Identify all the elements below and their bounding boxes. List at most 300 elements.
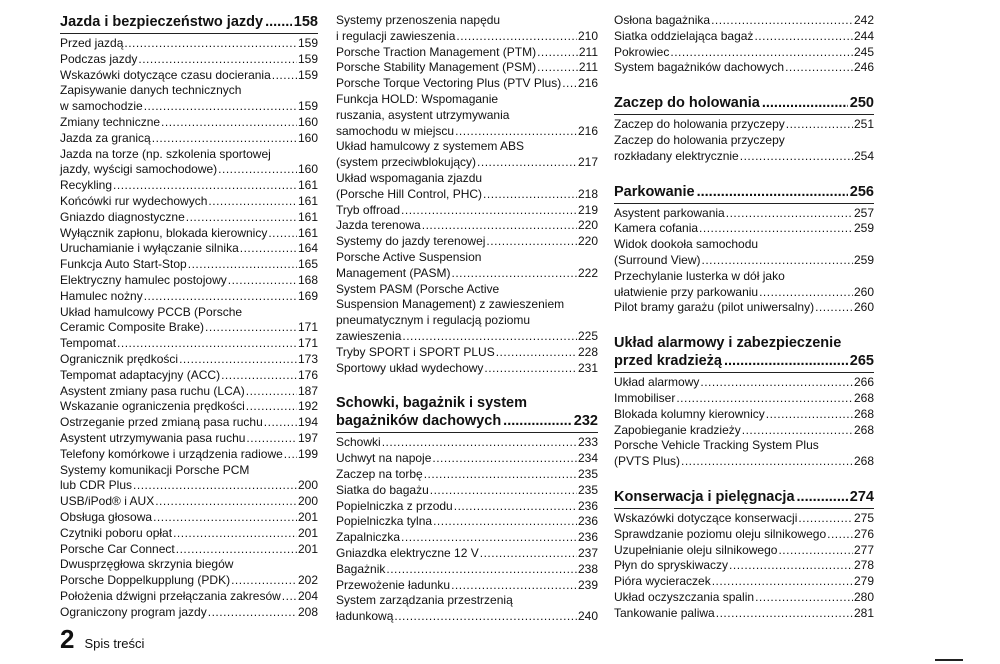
dot-leader bbox=[759, 285, 853, 301]
entry-page-number: 268 bbox=[853, 454, 874, 469]
entry-row bbox=[336, 76, 598, 92]
entry-row bbox=[336, 45, 598, 61]
section-title-row bbox=[60, 13, 318, 31]
entry-title: Funkcja Auto Start-Stop bbox=[60, 257, 187, 272]
dot-leader bbox=[218, 162, 297, 178]
entry-title-line: (system przeciwblokujący) bbox=[336, 155, 477, 170]
toc-entry[interactable] bbox=[336, 13, 598, 45]
entry-row bbox=[60, 36, 318, 52]
entry-page-number: 251 bbox=[853, 117, 874, 132]
toc-entry[interactable] bbox=[60, 52, 318, 68]
dot-leader bbox=[670, 45, 853, 61]
entry-row bbox=[336, 124, 598, 140]
toc-entry[interactable] bbox=[336, 60, 598, 76]
entry-row bbox=[614, 391, 874, 407]
entry-page-number: 199 bbox=[297, 446, 318, 461]
entry-title-line: i regulacji zawieszenia bbox=[336, 28, 456, 43]
toc-entry[interactable] bbox=[60, 147, 318, 179]
entry-row bbox=[60, 336, 318, 352]
entry-page-number: 201 bbox=[297, 525, 318, 540]
entry-page-number: 277 bbox=[853, 542, 874, 557]
dot-leader bbox=[173, 526, 297, 542]
dot-leader bbox=[486, 234, 577, 250]
entry-page-number: 173 bbox=[297, 351, 318, 366]
toc-section-heading[interactable] bbox=[614, 334, 874, 373]
entry-row bbox=[614, 454, 874, 470]
entry-title: Wskazanie ograniczenia prędkości bbox=[60, 399, 245, 414]
dot-leader bbox=[152, 131, 297, 147]
entry-title-line: (Porsche Hill Control, PHC) bbox=[336, 186, 483, 201]
entry-title-line: Management (PASM) bbox=[336, 265, 451, 280]
entry-title: Porsche Stability Management (PSM) bbox=[336, 60, 537, 75]
toc-entry[interactable] bbox=[336, 361, 598, 377]
toc-entry[interactable] bbox=[60, 431, 318, 447]
toc-entry[interactable] bbox=[60, 510, 318, 526]
dot-leader bbox=[726, 206, 853, 222]
entry-page-number: 201 bbox=[297, 509, 318, 524]
entry-page-number: 254 bbox=[853, 148, 874, 163]
toc-entry[interactable] bbox=[60, 226, 318, 242]
toc-entry[interactable] bbox=[336, 234, 598, 250]
entry-page-number: 169 bbox=[297, 288, 318, 303]
dot-leader bbox=[282, 589, 297, 605]
entry-title: System bagażników dachowych bbox=[614, 60, 785, 75]
entry-page-number: 244 bbox=[853, 28, 874, 43]
toc-entry[interactable] bbox=[614, 558, 874, 574]
toc-entry[interactable] bbox=[60, 368, 318, 384]
entry-page-number: 260 bbox=[853, 284, 874, 299]
entry-title: Zmiany techniczne bbox=[60, 114, 161, 129]
entry-title: Jazda na torze (np. szkolenia sportowej bbox=[60, 146, 271, 161]
entry-row bbox=[60, 494, 318, 510]
dot-leader bbox=[272, 68, 297, 84]
dot-leader bbox=[483, 187, 577, 203]
entry-title: Popielniczka tylna bbox=[336, 514, 433, 529]
toc-entry[interactable] bbox=[60, 589, 318, 605]
entry-row bbox=[60, 526, 318, 542]
toc-entry[interactable] bbox=[336, 203, 598, 219]
entry-row bbox=[336, 467, 598, 483]
entry-title: Porsche Vehicle Tracking System Plus bbox=[614, 438, 819, 453]
entry-row bbox=[614, 285, 874, 301]
entry-page-number: 259 bbox=[853, 252, 874, 267]
toc-entry[interactable] bbox=[336, 546, 598, 562]
toc-entry[interactable] bbox=[336, 92, 598, 139]
toc-entry[interactable] bbox=[336, 435, 598, 451]
toc-entry[interactable] bbox=[336, 483, 598, 499]
toc-entry[interactable] bbox=[614, 590, 874, 606]
dot-leader bbox=[503, 412, 572, 430]
dot-leader bbox=[179, 352, 297, 368]
section-spacer bbox=[614, 316, 874, 334]
entry-row bbox=[60, 210, 318, 226]
entry-page-number: 200 bbox=[297, 494, 318, 509]
entry-title: Asystent utrzymywania pasa ruchu bbox=[60, 430, 246, 445]
toc-column-3 bbox=[614, 13, 874, 622]
entry-row bbox=[336, 578, 598, 594]
entry-title-line: rozkładany elektrycznie bbox=[614, 148, 739, 163]
entry-title: Immobiliser bbox=[614, 390, 676, 405]
toc-entry[interactable] bbox=[614, 300, 874, 316]
entry-row bbox=[336, 546, 598, 562]
entry-row bbox=[60, 352, 318, 368]
entry-row bbox=[614, 300, 874, 316]
toc-entry[interactable] bbox=[60, 384, 318, 400]
toc-section-heading[interactable] bbox=[60, 13, 318, 34]
entry-title: Asystent parkowania bbox=[614, 205, 725, 220]
entry-title: Asystent zmiany pasa ruchu (LCA) bbox=[60, 383, 245, 398]
toc-entry[interactable] bbox=[60, 526, 318, 542]
entry-page-number: 268 bbox=[853, 390, 874, 405]
entry-page-number: 161 bbox=[297, 225, 318, 240]
dot-leader bbox=[742, 423, 853, 439]
entry-title: Tryb offroad bbox=[336, 202, 401, 217]
entry-page-number: 220 bbox=[577, 234, 598, 249]
dot-leader bbox=[422, 218, 577, 234]
toc-entry[interactable] bbox=[614, 438, 874, 470]
dot-leader bbox=[246, 431, 297, 447]
entry-title: Osłona bagażnika bbox=[614, 13, 711, 27]
dot-leader bbox=[681, 454, 853, 470]
entry-title: Systemy przenoszenia napędu bbox=[336, 13, 501, 27]
entry-row bbox=[614, 45, 874, 61]
entry-page-number: 159 bbox=[297, 67, 318, 82]
toc-entry[interactable] bbox=[60, 83, 318, 115]
entry-page-number: 160 bbox=[297, 114, 318, 129]
toc-entry[interactable] bbox=[336, 171, 598, 203]
entry-page-number: 268 bbox=[853, 422, 874, 437]
entry-title-line: ułatwienie przy parkowaniu bbox=[614, 284, 759, 299]
entry-page-number: 257 bbox=[853, 205, 874, 220]
dot-leader bbox=[246, 384, 297, 400]
entry-title: Uzupełnianie oleju silnikowego bbox=[614, 542, 778, 557]
entry-title: Końcówki rur wydechowych bbox=[60, 193, 208, 208]
entry-title: Siatka oddzielająca bagaż bbox=[614, 28, 754, 43]
dot-leader bbox=[712, 574, 853, 590]
entry-row bbox=[60, 431, 318, 447]
entry-row bbox=[60, 589, 318, 605]
dot-leader bbox=[208, 605, 297, 621]
entry-page-number: 228 bbox=[577, 344, 598, 359]
page-number: 2 bbox=[60, 624, 75, 654]
toc-entry[interactable] bbox=[336, 345, 598, 361]
entry-title: Przechylanie lusterka w dół jako bbox=[614, 268, 785, 283]
toc-column-1 bbox=[60, 13, 318, 620]
entry-page-number: 233 bbox=[577, 435, 598, 450]
toc-section-heading[interactable] bbox=[614, 488, 874, 509]
dot-leader bbox=[155, 494, 297, 510]
dot-leader bbox=[798, 511, 853, 527]
toc-entry[interactable] bbox=[60, 542, 318, 558]
dot-leader bbox=[716, 606, 853, 622]
toc-entry[interactable] bbox=[336, 282, 598, 345]
entry-page-number: 217 bbox=[577, 155, 598, 170]
entry-title: Systemy do jazdy terenowej bbox=[336, 234, 486, 249]
entry-page-number: 194 bbox=[297, 415, 318, 430]
toc-entry[interactable] bbox=[336, 530, 598, 546]
entry-title-line: Porsche Doppelkupplung (PDK) bbox=[60, 573, 231, 588]
toc-entry[interactable] bbox=[60, 447, 318, 463]
dot-leader bbox=[176, 542, 297, 558]
entry-title: Jazda terenowa bbox=[336, 218, 421, 233]
entry-row bbox=[60, 399, 318, 415]
entry-row bbox=[336, 266, 598, 282]
section-title: bagażników dachowych bbox=[336, 413, 502, 430]
entry-row bbox=[60, 478, 318, 494]
entry-row bbox=[60, 194, 318, 210]
entry-page-number: 218 bbox=[577, 186, 598, 201]
toc-entry[interactable] bbox=[60, 305, 318, 337]
entry-page-number: 266 bbox=[853, 375, 874, 390]
entry-page-number: 275 bbox=[853, 510, 874, 525]
entry-title: Płyn do spryskiwaczy bbox=[614, 558, 729, 573]
toc-entry[interactable] bbox=[336, 250, 598, 282]
entry-row bbox=[614, 221, 874, 237]
toc-entry[interactable] bbox=[614, 407, 874, 423]
entry-row bbox=[60, 320, 318, 336]
entry-row bbox=[336, 514, 598, 530]
section-rule bbox=[614, 112, 874, 115]
section-title-row bbox=[614, 488, 874, 506]
toc-entry[interactable] bbox=[60, 131, 318, 147]
toc-entry[interactable] bbox=[60, 194, 318, 210]
entry-row bbox=[336, 329, 598, 345]
entry-page-number: 259 bbox=[853, 221, 874, 236]
section-title-row bbox=[614, 94, 874, 112]
entry-row bbox=[60, 99, 318, 115]
dot-leader bbox=[432, 451, 577, 467]
toc-entry[interactable] bbox=[60, 494, 318, 510]
dot-leader bbox=[451, 578, 577, 594]
toc-entry[interactable] bbox=[60, 210, 318, 226]
entry-page-number: 161 bbox=[297, 178, 318, 193]
toc-section-heading[interactable] bbox=[614, 183, 874, 204]
dot-leader bbox=[496, 345, 577, 361]
toc-entry[interactable] bbox=[60, 273, 318, 289]
page-footer bbox=[60, 624, 144, 655]
toc-entry[interactable] bbox=[336, 76, 598, 92]
entry-page-number: 268 bbox=[853, 406, 874, 421]
toc-entry[interactable] bbox=[614, 375, 874, 391]
dot-leader bbox=[124, 36, 297, 52]
toc-entry[interactable] bbox=[336, 593, 598, 625]
entry-title: Układ wspomagania zjazdu bbox=[336, 170, 483, 185]
toc-entry[interactable] bbox=[614, 133, 874, 165]
dot-leader bbox=[246, 399, 297, 415]
entry-title: Pilot bramy garażu (pilot uniwersalny) bbox=[614, 300, 815, 315]
toc-entry[interactable] bbox=[60, 463, 318, 495]
entry-title-line: w samochodzie bbox=[60, 99, 143, 114]
dot-leader bbox=[264, 415, 297, 431]
dot-leader bbox=[724, 352, 848, 370]
toc-entry[interactable] bbox=[614, 543, 874, 559]
entry-title: Zapalniczka bbox=[336, 530, 401, 545]
dot-leader bbox=[697, 183, 848, 201]
section-rule bbox=[614, 201, 874, 204]
toc-entry[interactable] bbox=[336, 562, 598, 578]
toc-entry[interactable] bbox=[336, 499, 598, 515]
toc-entry[interactable] bbox=[614, 221, 874, 237]
section-title: Parkowanie bbox=[614, 183, 695, 200]
entry-title: Ogranicznik prędkości bbox=[60, 351, 179, 366]
entry-title: Pióra wycieraczek bbox=[614, 574, 711, 589]
entry-row bbox=[614, 13, 874, 29]
toc-entry[interactable] bbox=[614, 269, 874, 301]
toc-entry[interactable] bbox=[60, 289, 318, 305]
entry-row bbox=[60, 273, 318, 289]
dot-leader bbox=[161, 115, 297, 131]
entry-row bbox=[60, 257, 318, 273]
entry-row bbox=[60, 605, 318, 621]
dot-leader bbox=[711, 13, 853, 29]
entry-row bbox=[60, 241, 318, 257]
entry-row bbox=[60, 52, 318, 68]
dot-leader bbox=[401, 530, 577, 546]
entry-page-number: 246 bbox=[853, 60, 874, 75]
dot-leader bbox=[138, 52, 297, 68]
dot-leader bbox=[228, 273, 297, 289]
entry-title: Gniazdo diagnostyczne bbox=[60, 209, 185, 224]
entry-title: Układ hamulcowy z systemem ABS bbox=[336, 139, 525, 154]
dot-leader bbox=[699, 221, 853, 237]
entry-row bbox=[614, 375, 874, 391]
entry-row bbox=[60, 115, 318, 131]
dot-leader bbox=[386, 562, 577, 578]
entry-page-number: 159 bbox=[297, 36, 318, 50]
entry-page-number: 236 bbox=[577, 530, 598, 545]
toc-entry[interactable] bbox=[336, 45, 598, 61]
entry-page-number: 202 bbox=[297, 573, 318, 588]
entry-title: Bagażnik bbox=[336, 561, 386, 576]
entry-title: Zaczep do holowania przyczepy bbox=[614, 132, 785, 147]
section-rule bbox=[614, 506, 874, 509]
entry-title: Obsługa głosowa bbox=[60, 509, 153, 524]
entry-title-line: samochodu w miejscu bbox=[336, 123, 455, 138]
dot-leader bbox=[762, 94, 848, 112]
dot-leader bbox=[430, 483, 577, 499]
entry-page-number: 220 bbox=[577, 218, 598, 233]
entry-title: Sportowy układ wydechowy bbox=[336, 360, 484, 375]
entry-title-line: (Surround View) bbox=[614, 252, 701, 267]
entry-title: Recykling bbox=[60, 178, 113, 193]
entry-title: Zaczep do holowania przyczepy bbox=[614, 117, 785, 132]
toc-entry[interactable] bbox=[60, 352, 318, 368]
entry-page-number: 281 bbox=[853, 605, 874, 620]
entry-row bbox=[336, 499, 598, 515]
toc-entry[interactable] bbox=[614, 606, 874, 622]
toc-entry[interactable] bbox=[614, 60, 874, 76]
toc-entry[interactable] bbox=[614, 13, 874, 29]
toc-entry[interactable] bbox=[60, 415, 318, 431]
dot-leader bbox=[700, 375, 853, 391]
toc-entry[interactable] bbox=[60, 336, 318, 352]
toc-entry[interactable] bbox=[614, 527, 874, 543]
toc-entry[interactable] bbox=[336, 218, 598, 234]
entry-title: Ograniczony program jazdy bbox=[60, 604, 207, 619]
toc-entry[interactable] bbox=[336, 514, 598, 530]
dot-leader bbox=[231, 573, 297, 589]
entry-row bbox=[336, 562, 598, 578]
toc-section-heading[interactable] bbox=[614, 94, 874, 115]
entry-title-line: Ceramic Composite Brake) bbox=[60, 320, 205, 335]
entry-row bbox=[614, 511, 874, 527]
entry-title: Układ alarmowy bbox=[614, 375, 700, 390]
entry-page-number: 240 bbox=[577, 609, 598, 624]
toc-entry[interactable] bbox=[60, 257, 318, 273]
toc-entry[interactable] bbox=[614, 45, 874, 61]
toc-entry[interactable] bbox=[60, 605, 318, 621]
entry-row bbox=[60, 368, 318, 384]
entry-row bbox=[614, 206, 874, 222]
entry-row bbox=[336, 203, 598, 219]
toc-section-heading[interactable] bbox=[336, 394, 598, 433]
toc-entry[interactable] bbox=[614, 117, 874, 133]
entry-title: Telefony komórkowe i urządzenia radiowe bbox=[60, 446, 283, 461]
toc-entry[interactable] bbox=[614, 206, 874, 222]
toc-entry[interactable] bbox=[60, 36, 318, 52]
dot-leader bbox=[766, 407, 853, 423]
entry-row bbox=[60, 289, 318, 305]
toc-entry[interactable] bbox=[336, 467, 598, 483]
dot-leader bbox=[454, 499, 577, 515]
toc-entry[interactable] bbox=[60, 178, 318, 194]
entry-page-number: 236 bbox=[577, 514, 598, 529]
dot-leader bbox=[153, 510, 297, 526]
toc-entry[interactable] bbox=[60, 68, 318, 84]
entry-page-number: 200 bbox=[297, 478, 318, 493]
entry-page-number: 201 bbox=[297, 541, 318, 556]
dot-leader bbox=[477, 155, 577, 171]
section-title: Jazda i bezpieczeństwo jazdy bbox=[60, 14, 264, 30]
toc-entry[interactable] bbox=[336, 578, 598, 594]
entry-row bbox=[60, 384, 318, 400]
toc-entry[interactable] bbox=[336, 451, 598, 467]
entry-row bbox=[614, 253, 874, 269]
toc-entry[interactable] bbox=[614, 574, 874, 590]
toc-entry[interactable] bbox=[614, 511, 874, 527]
toc-entry[interactable] bbox=[614, 237, 874, 269]
toc-entry[interactable] bbox=[336, 139, 598, 171]
entry-title-line: jazdy, wyścigi samochodowe) bbox=[60, 162, 218, 177]
entry-row bbox=[336, 187, 598, 203]
section-rule bbox=[614, 370, 874, 373]
entry-row bbox=[336, 361, 598, 377]
toc-entry[interactable] bbox=[614, 391, 874, 407]
entry-page-number: 161 bbox=[297, 209, 318, 224]
toc-entry[interactable] bbox=[60, 241, 318, 257]
entry-row bbox=[60, 131, 318, 147]
toc-entry[interactable] bbox=[614, 29, 874, 45]
dot-leader bbox=[424, 467, 577, 483]
toc-entry[interactable] bbox=[60, 399, 318, 415]
entry-title: Tankowanie paliwa bbox=[614, 605, 715, 620]
dot-leader bbox=[188, 257, 297, 273]
toc-entry[interactable] bbox=[60, 557, 318, 589]
section-page-number: 232 bbox=[573, 413, 598, 430]
toc-entry[interactable] bbox=[614, 423, 874, 439]
dot-leader bbox=[205, 320, 297, 336]
entry-page-number: 164 bbox=[297, 241, 318, 256]
entry-title: Tryby SPORT i SPORT PLUS bbox=[336, 344, 495, 359]
entry-row bbox=[336, 218, 598, 234]
dot-leader bbox=[701, 253, 852, 269]
entry-title: Kamera cofania bbox=[614, 221, 699, 236]
entry-row bbox=[336, 155, 598, 171]
dot-leader bbox=[284, 447, 297, 463]
dot-leader bbox=[484, 361, 577, 377]
section-title: przed kradzieżą bbox=[614, 353, 722, 370]
toc-entry[interactable] bbox=[60, 115, 318, 131]
